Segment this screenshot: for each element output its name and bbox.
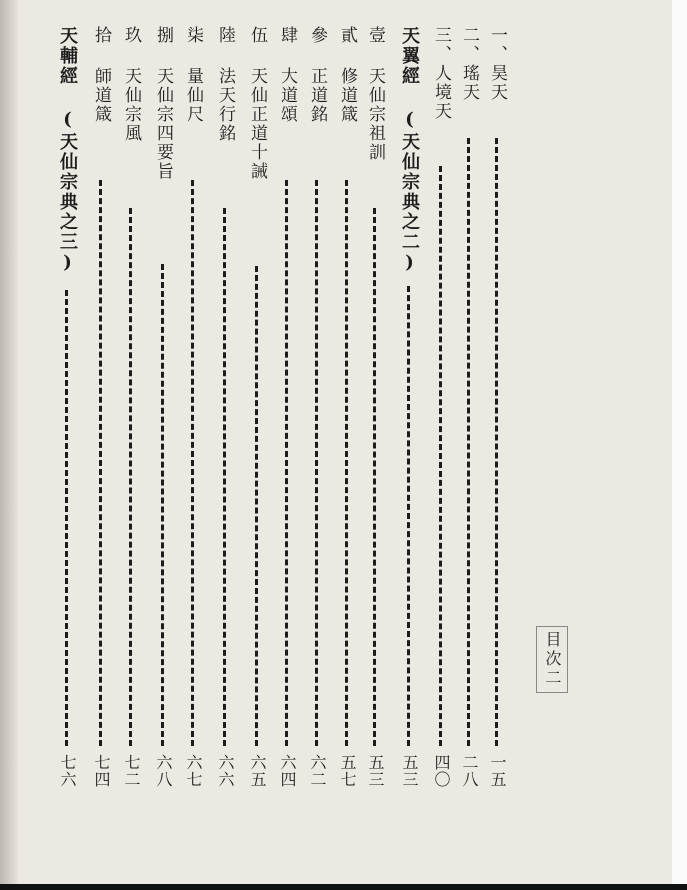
toc-page-number: 四〇 bbox=[432, 754, 451, 788]
toc-entry-title: 參 正道銘 bbox=[307, 26, 327, 124]
toc-page-number: 六七 bbox=[184, 754, 203, 788]
toc-page-number: 七四 bbox=[92, 754, 111, 788]
toc-page-number: 六八 bbox=[154, 754, 173, 788]
toc-entry-title: 拾 師道箴 bbox=[91, 26, 111, 124]
toc-page-number: 七二 bbox=[122, 754, 141, 788]
toc-entry[interactable] bbox=[270, 26, 304, 886]
toc-page-number: 七六 bbox=[58, 754, 77, 788]
toc-page-number: 一五 bbox=[488, 754, 507, 788]
toc-dot-leader bbox=[495, 138, 498, 746]
toc-page-number: 六六 bbox=[216, 754, 235, 788]
toc-entry-title: 二、瑤天 bbox=[459, 26, 479, 102]
toc-dot-leader bbox=[129, 208, 132, 746]
toc-dot-leader bbox=[439, 166, 442, 746]
toc-entry-title: 玖 天仙宗風 bbox=[121, 26, 141, 143]
toc-page-number: 二八 bbox=[460, 754, 479, 788]
toc-entry-title: 一、昊天 bbox=[487, 26, 507, 102]
toc-dot-leader bbox=[65, 290, 68, 746]
toc-entry-title: 捌 天仙宗四要旨 bbox=[153, 26, 173, 181]
toc-page-number: 五三 bbox=[400, 754, 419, 788]
toc-dot-leader bbox=[315, 180, 318, 746]
scan-bottom-border bbox=[0, 884, 687, 890]
toc-entry[interactable] bbox=[146, 26, 180, 886]
toc-page-number: 五七 bbox=[338, 754, 357, 788]
toc-dot-leader bbox=[223, 208, 226, 746]
toc-dot-leader bbox=[255, 266, 258, 746]
toc-entry-title: 伍 天仙正道十誡 bbox=[247, 26, 267, 181]
toc-entry[interactable] bbox=[392, 26, 426, 886]
toc-dot-leader bbox=[345, 180, 348, 746]
page-gutter-shadow bbox=[0, 0, 18, 886]
toc-dot-leader bbox=[407, 286, 410, 746]
toc-page-number: 六二 bbox=[308, 754, 327, 788]
toc-entry[interactable] bbox=[50, 26, 84, 886]
toc-page-number: 五三 bbox=[366, 754, 385, 788]
toc-dot-leader bbox=[285, 180, 288, 746]
toc-page-number: 六四 bbox=[278, 754, 297, 788]
toc-dot-leader bbox=[161, 264, 164, 746]
toc-entry-title: 肆 大道頌 bbox=[277, 26, 297, 124]
toc-entry[interactable] bbox=[424, 26, 458, 886]
toc-page-number: 六五 bbox=[248, 754, 267, 788]
toc-entry-title: 三、人境天 bbox=[431, 26, 451, 121]
toc-entry[interactable] bbox=[114, 26, 148, 886]
toc-section-title: 天翼經 (天仙宗典之二) bbox=[399, 26, 420, 275]
toc-entry[interactable] bbox=[240, 26, 274, 886]
toc-entry[interactable] bbox=[208, 26, 242, 886]
toc-entry-title: 貳 修道箴 bbox=[337, 26, 357, 124]
running-head: 目次二 bbox=[536, 626, 568, 693]
toc-dot-leader bbox=[467, 138, 470, 746]
toc-entry-title: 柒 量仙尺 bbox=[183, 26, 203, 124]
toc-entry[interactable] bbox=[300, 26, 334, 886]
toc-dot-leader bbox=[373, 208, 376, 746]
toc-entry-title: 壹 天仙宗祖訓 bbox=[365, 26, 385, 162]
toc-entry-title: 陸 法天行銘 bbox=[215, 26, 235, 143]
toc-entry[interactable] bbox=[330, 26, 364, 886]
toc-dot-leader bbox=[191, 180, 194, 746]
toc-entry[interactable] bbox=[176, 26, 210, 886]
toc-section-title: 天輔經 (天仙宗典之三) bbox=[57, 26, 78, 275]
toc-dot-leader bbox=[99, 180, 102, 746]
scan-margin bbox=[672, 0, 687, 886]
toc-entry[interactable] bbox=[84, 26, 118, 886]
